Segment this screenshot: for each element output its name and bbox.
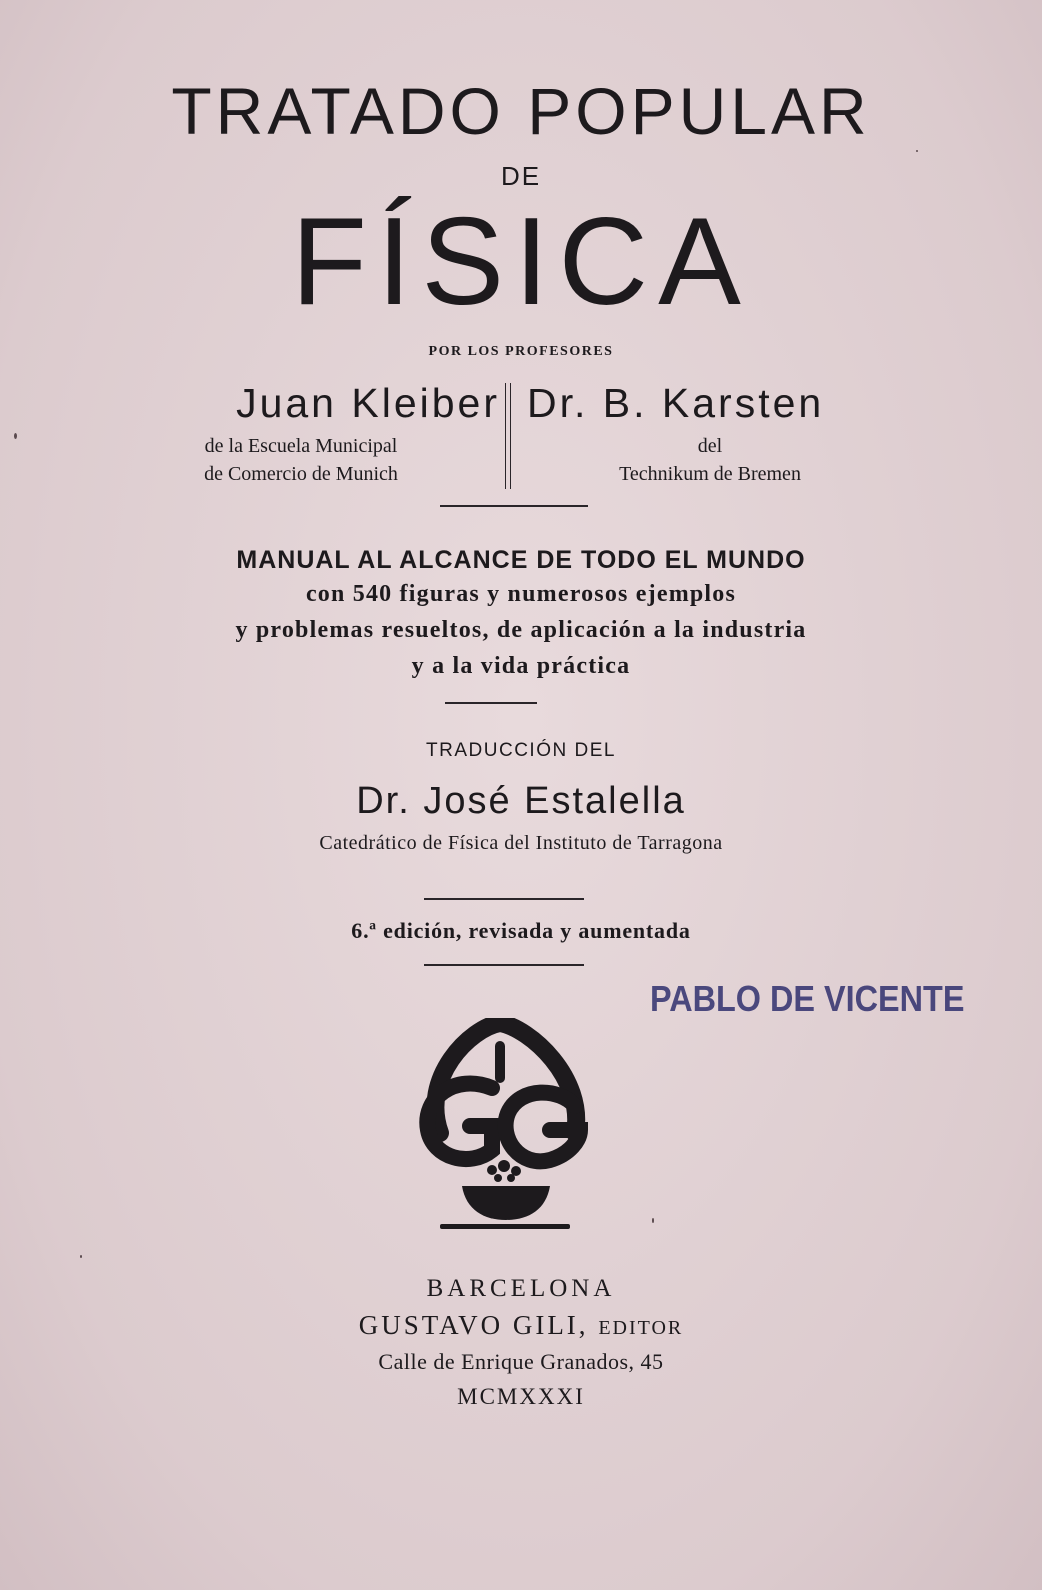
description-line-2: con 540 figuras y numerosos ejemplos	[305, 581, 737, 607]
translator-name: Dr. José Estalella	[356, 780, 686, 822]
main-title: FÍSICA	[291, 193, 751, 331]
gg-monogram-logo-icon	[400, 1018, 610, 1238]
description-line-3: y problemas resueltos, de aplicación a la industria	[235, 617, 807, 643]
imprint-year: MCMXXXI	[457, 1384, 585, 1409]
owner-stamp: PABLO DE VICENTE	[650, 978, 965, 1019]
paper-speck	[916, 150, 918, 152]
description-line-1: MANUAL AL ALCANCE DE TODO EL MUNDO	[236, 546, 806, 574]
author-divider	[505, 383, 511, 489]
author-1-affiliation-line-2: de Comercio de Munich	[204, 463, 398, 485]
divider-rule	[424, 964, 584, 966]
divider-rule	[445, 702, 537, 704]
imprint-publisher	[0, 1310, 1042, 1341]
author-1-name: Juan Kleiber	[236, 380, 500, 426]
author-2-affiliation	[545, 432, 875, 488]
title-line-2: DE	[500, 161, 542, 191]
imprint-city: BARCELONA	[426, 1275, 616, 1302]
paper-speck	[14, 433, 17, 439]
paper-speck	[652, 1218, 654, 1223]
title-line-1: TRATADO POPULAR	[171, 74, 871, 148]
description-line-4: y a la vida práctica	[411, 653, 631, 679]
edition-note: 6.ª edición, revisada y aumentada	[351, 918, 691, 943]
publisher-name: GUSTAVO GILI,	[358, 1310, 589, 1340]
imprint-address: Calle de Enrique Granados, 45	[378, 1349, 664, 1374]
author-2-name: Dr. B. Karsten	[527, 380, 825, 426]
publisher-role: EDITOR	[598, 1317, 684, 1339]
translator-position: Catedrático de Física del Instituto de Tarragona	[319, 832, 723, 854]
translation-intro: TRADUCCIÓN DEL	[426, 740, 616, 761]
author-2-affiliation-line-2: Technikum de Bremen	[619, 463, 801, 485]
author-1-affiliation	[136, 432, 466, 488]
author-1-affiliation-line-1: de la Escuela Municipal	[204, 435, 398, 457]
divider-rule	[424, 898, 584, 900]
authors-intro: POR LOS PROFESORES	[428, 344, 614, 359]
divider-rule	[440, 505, 588, 507]
author-2-affiliation-line-1: del	[697, 435, 723, 457]
paper-speck	[80, 1255, 82, 1258]
